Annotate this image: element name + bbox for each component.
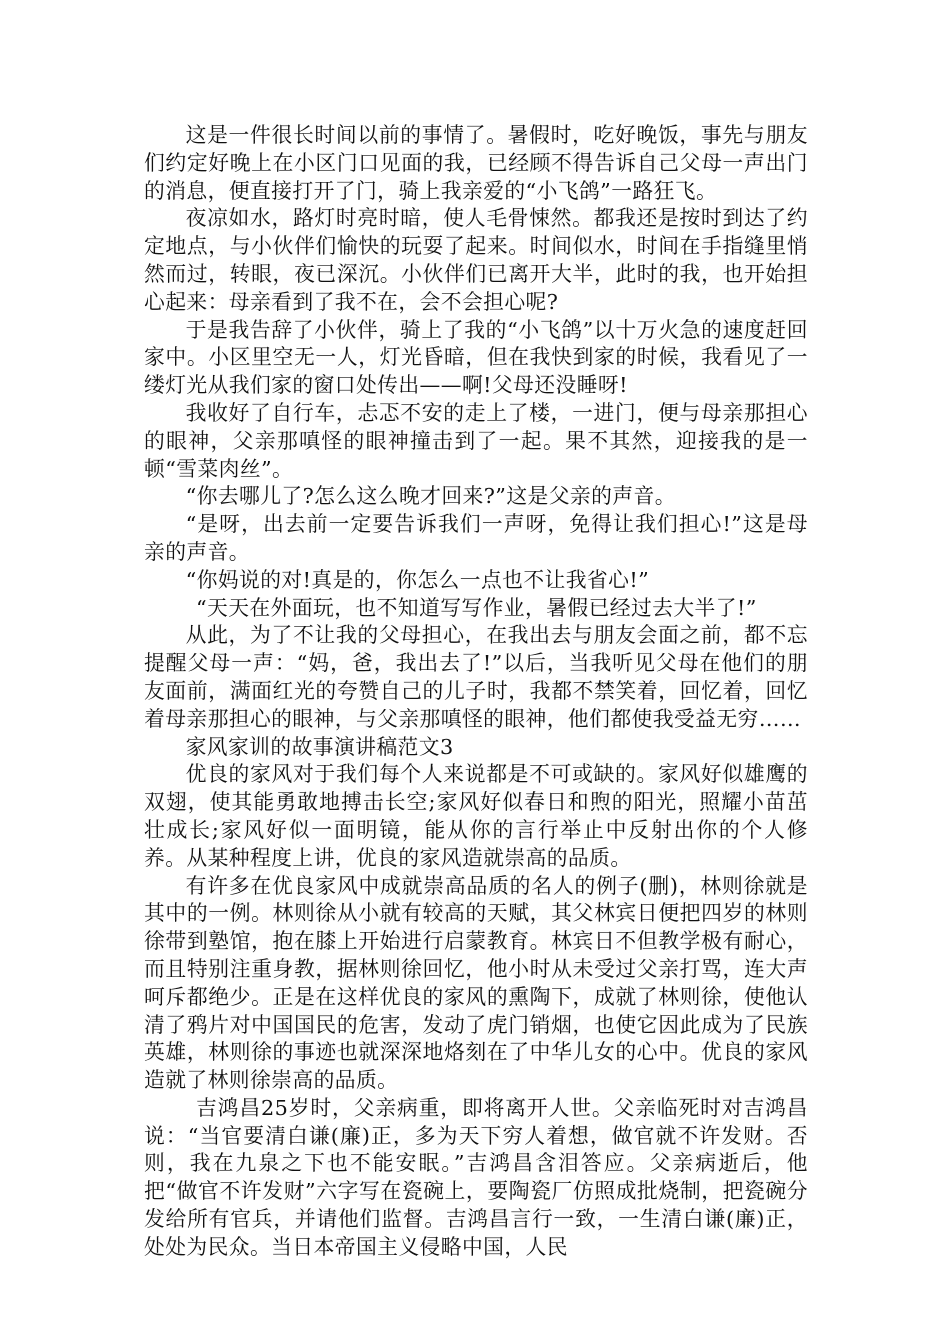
dialogue-line: “天天在外面玩，也不知道写写作业，暑假已经过去大半了!” xyxy=(196,595,757,620)
dialogue-line: “你去哪儿了?怎么这么晚才回来?”这是父亲的声音。 xyxy=(185,484,676,509)
paragraph: 吉鸿昌25岁时，父亲病重，即将离开人世。父亲临死时对吉鸿昌说：“当官要清白谦(廉)正，多为天下穷人着想，做官就不许发财。否则，我在九泉之下也不能安眠。”吉鸿昌含泪答应。父亲病逝后，他把“做官不许发财”六字写在瓷碗上，要陶瓷厂仿照成批烧制，把瓷碗分发给所有官兵，并请他们监督。吉鸿昌言行一致，一生清白谦(廉)正，处处为民众。当日本帝国主义侵略中国，人民 xyxy=(144,1095,808,1259)
paragraph: 从此，为了不让我的父母担心，在我出去与朋友会面之前，都不忘提醒父母一声：“妈，爸，我出去了!”以后，当我听见父母在他们的朋友面前，满面红光的夸赞自己的儿子时，我都不禁笑着，回忆着，回忆着母亲那担心的眼神，与父亲那嗔怪的眼神，他们都使我受益无穷…… xyxy=(144,623,808,731)
dialogue-line: “你妈说的对!真是的，你怎么一点也不让我省心!” xyxy=(185,567,650,592)
dialogue-line: “是呀，出去前一定要告诉我们一声呀，免得让我们担心!”这是母亲的声音。 xyxy=(144,512,808,564)
section-heading: 家风家训的故事演讲稿范文3 xyxy=(185,734,454,759)
paragraph: 夜凉如水，路灯时亮时暗，使人毛骨悚然。都我还是按时到达了约定地点，与小伙伴们愉快的玩耍了起来。时间似水，时间在手指缝里悄然而过，转眼，夜已深沉。小伙伴们已离开大半，此时的我，也开始担心起来：母亲看到了我不在，会不会担心呢? xyxy=(144,206,808,314)
paragraph: 于是我告辞了小伙伴，骑上了我的“小飞鸽”以十万火急的速度赶回家中。小区里空无一人，灯光昏暗，但在我快到家的时候，我看见了一缕灯光从我们家的窗口处传出——啊!父母还没睡呀! xyxy=(144,317,808,398)
paragraph: 这是一件很长时间以前的事情了。暑假时，吃好晚饭，事先与朋友们约定好晚上在小区门口见面的我，已经顾不得告诉自己父母一声出门的消息，便直接打开了门，骑上我亲爱的“小飞鸽”一路狂飞。 xyxy=(144,123,808,203)
paragraph: 我收好了自行车，忐忑不安的走上了楼，一进门，便与母亲那担心的眼神，父亲那嗔怪的眼神撞击到了一起。果不其然，迎接我的是一顿“雪菜肉丝”。 xyxy=(144,400,808,481)
document-body xyxy=(144,122,808,1262)
paragraph: 有许多在优良家风中成就崇高品质的名人的例子(删)，林则徐就是其中的一例。林则徐从小就有较高的天赋，其父林宾日便把四岁的林则徐带到塾馆，抱在膝上开始进行启蒙教育。林宾日不但教学极有耐心，而且特别注重身教，据林则徐回忆，他小时从未受过父亲打骂，连大声呵斥都绝少。正是在这样优良的家风的熏陶下，成就了林则徐，使他认清了鸦片对中国国民的危害，发动了虎门销烟，也使它因此成为了民族英雄，林则徐的事迹也就深深地烙刻在了中华儿女的心中。优良的家风造就了林则徐崇高的品质。 xyxy=(144,873,808,1093)
paragraph: 优良的家风对于我们每个人来说都是不可或缺的。家风好似雄鹰的双翅，使其能勇敢地搏击长空;家风好似春日和煦的阳光，照耀小苗茁壮成长;家风好似一面明镜，能从你的言行举止中反射出你的个人修养。从某种程度上讲，优良的家风造就崇高的品质。 xyxy=(144,762,808,870)
